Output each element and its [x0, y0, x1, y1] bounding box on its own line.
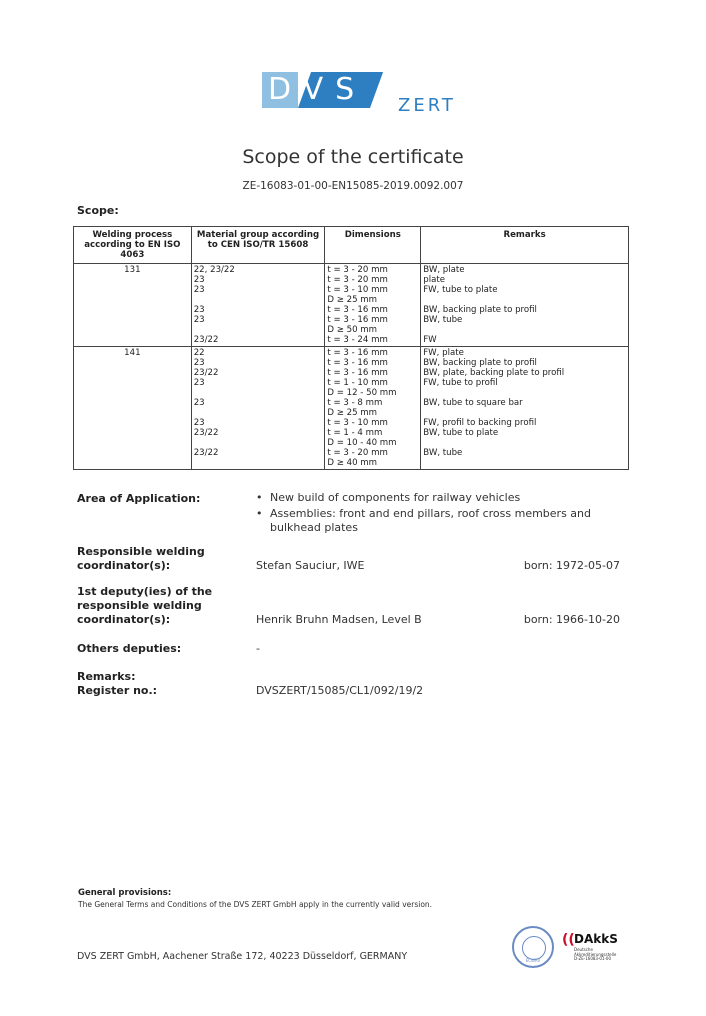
cell-line: [423, 458, 626, 468]
cell-line: BW, tube to square bar: [423, 398, 523, 408]
header-dimensions: Dimensions: [325, 227, 421, 264]
cell-dimensions: [325, 264, 421, 347]
cell-line: D ≥ 25 mm: [327, 408, 378, 418]
area-list: [256, 491, 628, 537]
cell-line: 23/22: [193, 428, 219, 438]
cell-line: 23/22: [193, 335, 219, 345]
dvs-zert-logo: [262, 70, 456, 120]
dakks-line: D-ZE-16083-01-00: [574, 956, 612, 962]
certificate-number: ZE-16083-01-00-EN15085-2019.0092.007: [242, 180, 464, 192]
cell-line: t = 3 - 16 mm: [327, 348, 388, 358]
table-row: [74, 264, 629, 347]
table-row: [74, 347, 629, 470]
seal-inner-ring: [522, 936, 546, 960]
cell-line: BW, plate: [423, 265, 465, 275]
rwc-born: born: 1972-05-07: [523, 559, 620, 572]
cell-line: t = 3 - 20 mm: [327, 265, 388, 275]
header-material-group: Material group according to CEN ISO/TR 15608: [191, 227, 325, 264]
cell-line: t = 3 - 24 mm: [327, 335, 388, 345]
page-title: Scope of the certificate: [242, 146, 464, 168]
cell-line: t = 3 - 20 mm: [327, 448, 388, 458]
cell-line: t = 3 - 16 mm: [327, 358, 388, 368]
cell-line: 23/22: [193, 448, 219, 458]
cell-line: [194, 325, 323, 335]
cell-line: t = 3 - 10 mm: [327, 418, 388, 428]
cell-line: D = 10 - 40 mm: [327, 438, 397, 448]
area-item-text: Assemblies: front and end pillars, roof cross members and bulkhead plates: [270, 507, 591, 534]
cell-line: t = 3 - 16 mm: [327, 305, 388, 315]
cell-process: 141: [74, 347, 192, 470]
general-provisions-text: The General Terms and Conditions of the DVS ZERT GmbH apply in the currently valid version.: [78, 900, 433, 909]
cell-line: [194, 388, 323, 398]
cell-line: D ≥ 50 mm: [327, 325, 378, 335]
deputy-born: born: 1966-10-20: [523, 613, 620, 626]
cell-line: FW, tube to profil: [423, 378, 498, 388]
cell-line: FW, tube to plate: [423, 285, 498, 295]
cell-line: [194, 458, 323, 468]
area-item-text: New build of components for railway vehicles: [270, 491, 521, 504]
general-provisions-title: General provisions:: [78, 888, 172, 898]
others-value: -: [256, 642, 260, 655]
dakks-bars-icon: ((: [562, 932, 575, 948]
cell-line: FW, profil to backing profil: [423, 418, 537, 428]
rwc-label: Responsible welding coordinator(s):: [77, 545, 205, 572]
header-welding-process: Welding process according to EN ISO 4063: [74, 227, 192, 264]
cell-line: FW, plate: [423, 348, 464, 358]
register-value: DVSZERT/15085/CL1/092/19/2: [256, 684, 424, 697]
cell-line: t = 3 - 20 mm: [327, 275, 388, 285]
cell-line: 22: [193, 348, 205, 358]
scope-label: Scope:: [77, 204, 119, 217]
cell-line: t = 1 - 4 mm: [327, 428, 383, 438]
cell-line: t = 3 - 8 mm: [327, 398, 383, 408]
dakks-name: DAkkS: [574, 932, 618, 946]
cell-line: 23: [193, 285, 205, 295]
cell-dimensions: [325, 347, 421, 470]
scope-table: [73, 226, 629, 470]
cell-line: FW: [423, 335, 437, 345]
deputy-name: Henrik Bruhn Madsen, Level B: [256, 613, 422, 626]
cell-line: [423, 295, 626, 305]
bullet-icon: •: [256, 507, 263, 520]
cell-materials: [191, 264, 325, 347]
cell-line: BW, backing plate to profil: [423, 305, 537, 315]
cell-line: D = 12 - 50 mm: [327, 388, 397, 398]
remarks-label: Remarks:: [77, 670, 136, 683]
cell-line: 23: [193, 305, 205, 315]
cell-line: BW, tube: [423, 315, 463, 325]
cell-line: [423, 325, 626, 335]
register-label: Register no.:: [77, 684, 158, 697]
rwc-name: Stefan Sauciur, IWE: [256, 559, 365, 572]
cell-line: [194, 408, 323, 418]
cell-line: BW, tube to plate: [423, 428, 499, 438]
logo-letters: DVS: [268, 72, 367, 107]
cell-line: BW, tube: [423, 448, 463, 458]
deputy-label: 1st deputy(ies) of the responsible welding coordinator(s):: [77, 585, 213, 626]
cell-remarks: [421, 264, 629, 347]
others-label: Others deputies:: [77, 642, 182, 655]
footer-address: DVS ZERT GmbH, Aachener Straße 172, 40223 Düsseldorf, GERMANY: [77, 951, 408, 962]
cell-line: t = 1 - 10 mm: [327, 378, 388, 388]
cell-remarks: [421, 347, 629, 470]
cell-line: [194, 438, 323, 448]
area-label: Area of Application:: [77, 492, 201, 505]
cell-materials: [191, 347, 325, 470]
cell-line: 22, 23/22: [193, 265, 235, 275]
cell-line: BW, backing plate to profil: [423, 358, 537, 368]
list-item: [256, 507, 628, 535]
ecwrv-seal-icon: [512, 926, 554, 968]
cell-line: BW, plate, backing plate to profil: [423, 368, 565, 378]
cell-line: t = 3 - 10 mm: [327, 285, 388, 295]
dakks-line: Deutsche: [574, 947, 593, 952]
cell-line: D ≥ 25 mm: [327, 295, 378, 305]
header-remarks: Remarks: [421, 227, 629, 264]
cell-line: t = 3 - 16 mm: [327, 315, 388, 325]
cell-line: [423, 438, 626, 448]
cell-line: 23: [193, 315, 205, 325]
table-header-row: [74, 227, 629, 264]
cell-line: 23: [193, 418, 205, 428]
table-body: [74, 264, 629, 470]
dakks-line: Akkreditierungsstelle: [574, 951, 617, 957]
cell-line: [423, 388, 626, 398]
cell-line: 23: [193, 378, 205, 388]
cell-line: 23: [193, 398, 205, 408]
cell-line: plate: [423, 275, 445, 285]
logo-suffix: ZERT: [398, 95, 456, 116]
cell-line: 23: [193, 275, 205, 285]
cell-line: D ≥ 40 mm: [327, 458, 378, 468]
cell-process: 131: [74, 264, 192, 347]
cell-line: t = 3 - 16 mm: [327, 368, 388, 378]
list-item: [256, 491, 628, 505]
dakks-logo: [562, 930, 652, 968]
cell-line: [423, 408, 626, 418]
dakks-subtext: [574, 948, 616, 962]
seal-text: ECWRV: [525, 958, 541, 963]
cell-line: 23/22: [193, 368, 219, 378]
bullet-icon: •: [256, 491, 263, 504]
cell-line: [194, 295, 323, 305]
cell-line: 23: [193, 358, 205, 368]
